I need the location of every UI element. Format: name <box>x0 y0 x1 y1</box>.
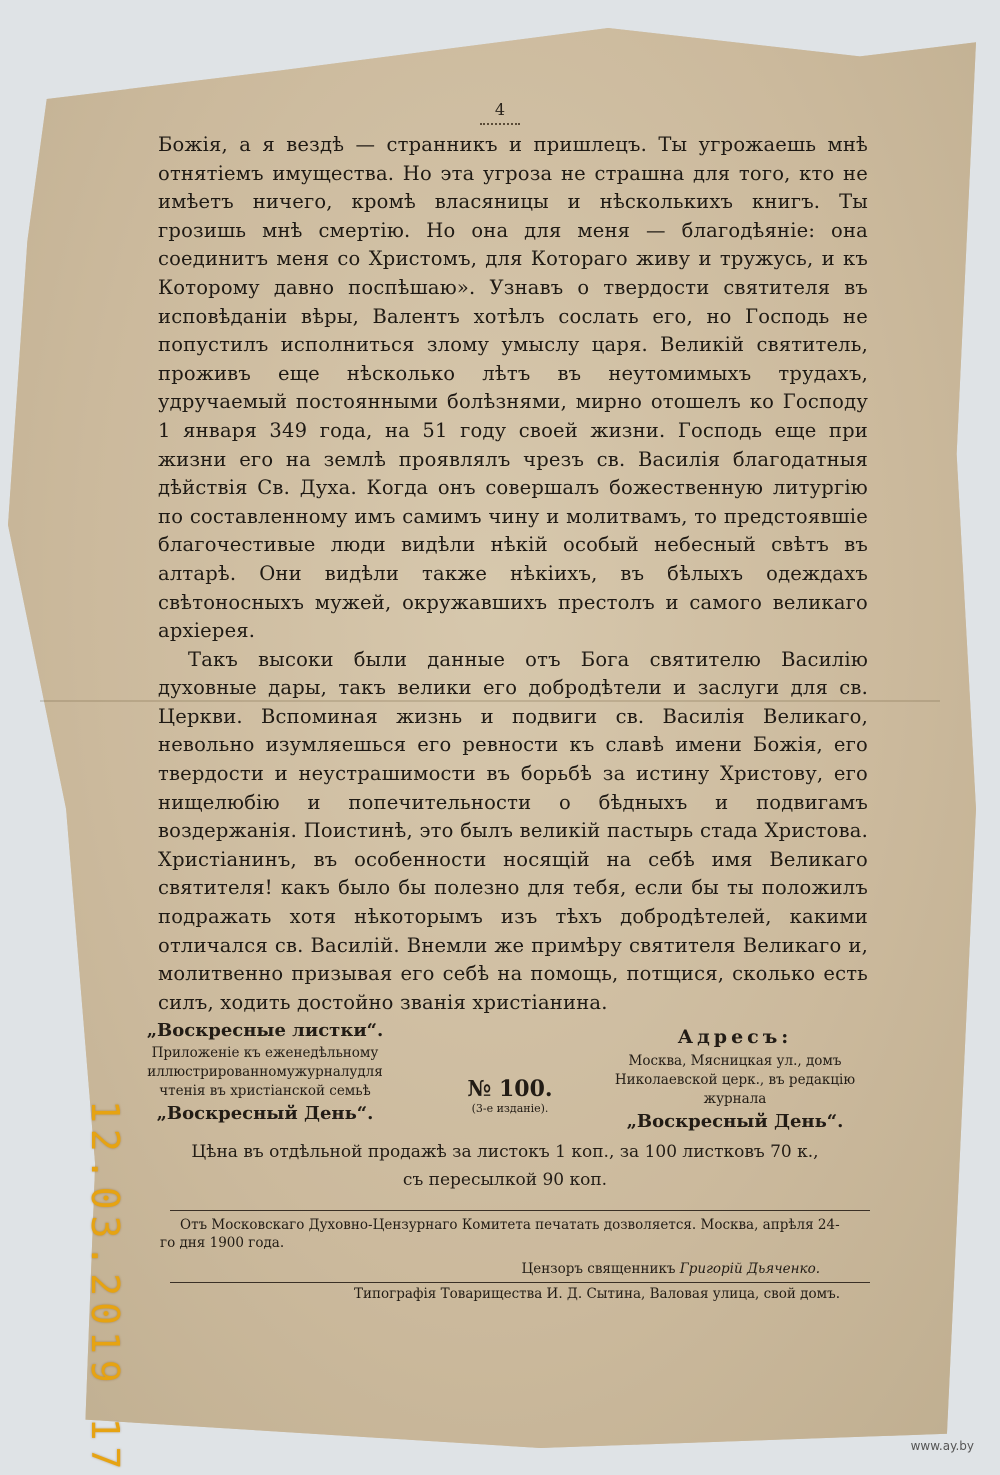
address-block <box>600 1022 870 1135</box>
censor-label: Цензоръ священникъ <box>521 1261 676 1277</box>
divider-line-top <box>170 1210 870 1211</box>
divider-line-bottom <box>170 1282 870 1283</box>
address-text: Москва, Мясницкая ул., домъ Николаевской церк., въ редакцію журнала <box>614 1053 856 1107</box>
address-magazine: „Воскресный День“. <box>626 1111 844 1132</box>
address-heading: Адресъ: <box>677 1026 793 1048</box>
body-text <box>158 131 868 1017</box>
price-line-2: съ пересылкой 90 коп. <box>402 1170 608 1190</box>
site-watermark: www.ay.by <box>910 1439 974 1453</box>
price-line-1: Цѣна въ отдѣльной продажѣ за листокъ 1 коп., за 100 листковъ 70 к., <box>191 1142 819 1162</box>
edition-note: (3-е изданіе). <box>471 1102 549 1115</box>
series-block <box>140 1018 390 1127</box>
issue-block <box>440 1076 580 1115</box>
page-number <box>0 100 1000 125</box>
issue-number: № 100. <box>467 1076 553 1102</box>
page-number-ornament <box>480 121 520 125</box>
body-paragraph-1: Божія, а я вездѣ — странникъ и пришлецъ. Ты угрожаешь мнѣ отнятіемъ имущества. Но эта угроза не страшна для того, кто не имѣетъ ничего, кромѣ власяницы и нѣсколькихъ книгъ. Ты грозишь мнѣ смертію. Но она для меня — благодѣяніе: она соединитъ меня со Христомъ, для Котораго живу и тружусь, и къ Которому давно поспѣшаю». Узнавъ о твердости святителя въ исповѣданіи вѣры, Валентъ хотѣлъ сослать его, но Господь не попустилъ исполниться злому умыслу царя. Великій святитель, проживъ еще нѣсколько лѣтъ въ неутомимыхъ трудахъ, удручаемый постоянными болѣзнями, мирно отошелъ ко Господу 1 января 349 года, на 51 году своей жизни. Господь еще при жизни его на землѣ проявлялъ чрезъ св. Василія благодатныя дѣйствія Св. Духа. Когда онъ совершалъ божественную литургію по составленному имъ самимъ чину и молитвамъ, то предстоявшіе благочестивые люди видѣли нѣкій особый небесный свѣтъ въ алтарѣ. Они видѣли также нѣкіихъ, въ бѣлыхъ одеждахъ свѣтоносныхъ мужей, окружавшихъ престолъ и самого великаго архіерея. <box>158 133 868 643</box>
page-number-text: 4 <box>494 100 506 119</box>
censor-signature <box>140 1261 820 1277</box>
censor-name: Григорій Дьяченко. <box>679 1261 820 1277</box>
censor-permission: Отъ Московскаго Духовно-Цензурнаго Комитета печатать дозволяется. Москва, апрѣля 24-го дня 1900 года. <box>160 1217 840 1251</box>
magazine-title: „Воскресный День“. <box>156 1103 374 1124</box>
body-paragraph-2: Такъ высоки были данные отъ Бога святителю Василію духовные дары, такъ велики его добродѣтели и заслуги для св. Церкви. Вспоминая жизнь и подвиги св. Василія Великаго, невольно изумляешься его ревности къ славѣ имени Божія, его твердости и неустрашимости въ борьбѣ за истину Христову, его нищелюбію и попечительности о бѣдныхъ и подвигамъ воздержанія. Поистинѣ, это былъ великій пастырь стада Христова. Христіанинъ, въ особенности носящій на себѣ имя Великаго святителя! какъ было бы полезно для тебя, если бы ты положилъ подражать хотя нѣкоторымъ изъ тѣхъ добродѣтелей, какими отличался св. Василій. Внемли же примѣру святителя Великаго и, молитвенно призывая его себѣ на помощь, потщися, сколько есть силъ, ходить достойно званія христіанина. <box>158 647 868 1014</box>
series-title: „Воскресные листки“. <box>146 1020 384 1041</box>
supplement-text: Приложеніе къ еженедѣльному иллюстрированномужурналудля чтенія въ христіанской семьѣ <box>147 1045 383 1099</box>
price-block <box>140 1138 870 1194</box>
date-stamp: 12.03.2019 17 <box>83 1100 127 1475</box>
printer-line: Типографія Товарищества И. Д. Сытина, Валовая улица, свой домъ. <box>354 1286 840 1302</box>
